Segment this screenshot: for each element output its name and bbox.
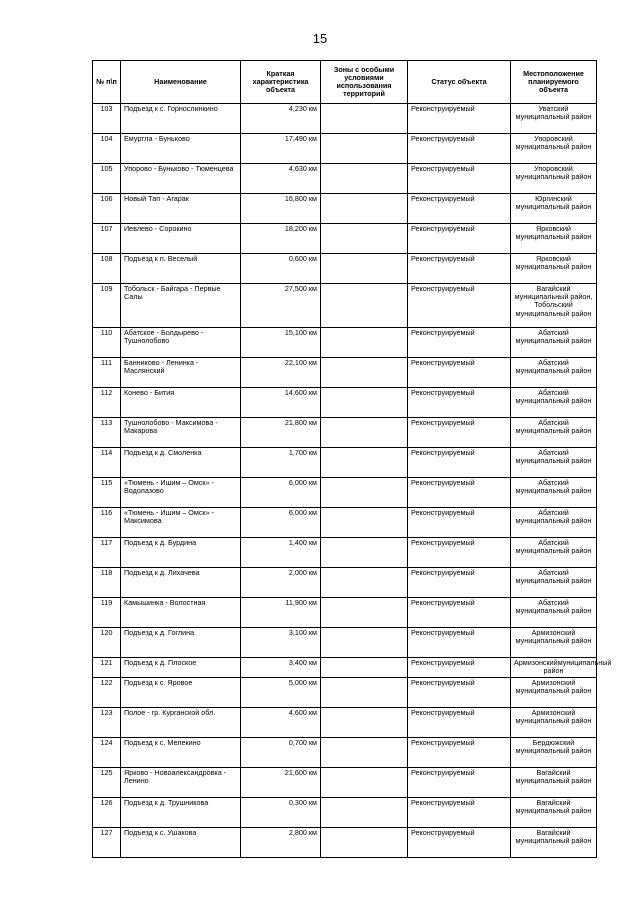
table-row — [93, 828, 597, 858]
row-location: Армизонский муниципальный район — [511, 708, 597, 738]
row-length: 11,900 км — [241, 598, 321, 628]
row-location: Армизонскиймуниципальный район — [511, 658, 597, 678]
table-row — [93, 598, 597, 628]
row-zones — [321, 628, 408, 658]
row-name: «Тюмень - Ишим – Омск» - Максимова — [121, 508, 241, 538]
row-location: Абатский муниципальный район — [511, 568, 597, 598]
table-row — [93, 194, 597, 224]
table-row — [93, 224, 597, 254]
row-name: Подъезд к д. Гоглина — [121, 628, 241, 658]
row-name: Тобольск - Байгара - Первые Салы — [121, 284, 241, 328]
header-name: Наименование — [121, 61, 241, 104]
table-row — [93, 538, 597, 568]
table-row — [93, 678, 597, 708]
row-length: 16,800 км — [241, 194, 321, 224]
row-location: Абатский муниципальный район — [511, 418, 597, 448]
row-length: 2,800 км — [241, 828, 321, 858]
row-name: «Тюмень - Ишим – Омск» - Водолазово — [121, 478, 241, 508]
row-number: 110 — [93, 328, 121, 358]
objects-table — [92, 60, 612, 858]
header-location: Местоположение планируемого объекта — [511, 61, 597, 104]
row-name: Камышинка - Волостная — [121, 598, 241, 628]
table-row — [93, 164, 597, 194]
row-location: Ярковский муниципальный район — [511, 254, 597, 284]
row-zones — [321, 134, 408, 164]
row-status: Реконструируемый — [408, 738, 511, 768]
row-status: Реконструируемый — [408, 828, 511, 858]
header-status: Статус объекта — [408, 61, 511, 104]
row-name: Подъезд к д. Трушникова — [121, 798, 241, 828]
row-length: 5,000 км — [241, 678, 321, 708]
row-zones — [321, 328, 408, 358]
row-name: Тушнолобово - Максимова - Макарова — [121, 418, 241, 448]
row-name: Подъезд к п. Веселый — [121, 254, 241, 284]
row-length: 1,700 км — [241, 448, 321, 478]
row-number: 126 — [93, 798, 121, 828]
table-row — [93, 448, 597, 478]
row-zones — [321, 448, 408, 478]
table-row — [93, 658, 597, 678]
row-length: 2,000 км — [241, 568, 321, 598]
row-zones — [321, 538, 408, 568]
row-number: 112 — [93, 388, 121, 418]
row-number: 121 — [93, 658, 121, 678]
table-header-row — [93, 61, 597, 104]
row-zones — [321, 418, 408, 448]
header-number: № п\п — [93, 61, 121, 104]
table-row — [93, 358, 597, 388]
row-name: Подъезд к д. Смоленка — [121, 448, 241, 478]
row-length: 0,300 км — [241, 798, 321, 828]
row-location: Бердюжский муниципальный район — [511, 738, 597, 768]
row-number: 114 — [93, 448, 121, 478]
table-row — [93, 738, 597, 768]
row-status: Реконструируемый — [408, 768, 511, 798]
row-status: Реконструируемый — [408, 224, 511, 254]
row-name: Подъезд к с. Горнослинкино — [121, 104, 241, 134]
row-zones — [321, 284, 408, 328]
row-status: Реконструируемый — [408, 658, 511, 678]
row-number: 109 — [93, 284, 121, 328]
row-length: 0,600 км — [241, 254, 321, 284]
row-zones — [321, 358, 408, 388]
row-name: Новый Тап - Агарак — [121, 194, 241, 224]
row-name: Подъезд к с. Мелекино — [121, 738, 241, 768]
table-row — [93, 104, 597, 134]
row-zones — [321, 658, 408, 678]
row-name: Абатское - Болдырево - Тушнолобово — [121, 328, 241, 358]
row-name: Иевлево - Сорокино — [121, 224, 241, 254]
row-name: Подъезд к д. Бурдина — [121, 538, 241, 568]
row-length: 6,000 км — [241, 478, 321, 508]
row-length: 22,100 км — [241, 358, 321, 388]
row-zones — [321, 224, 408, 254]
row-name: Ярково - Новоалександровка - Ленино — [121, 768, 241, 798]
row-number: 107 — [93, 224, 121, 254]
row-length: 14,600 км — [241, 388, 321, 418]
row-length: 18,200 км — [241, 224, 321, 254]
table-body — [93, 104, 612, 858]
row-zones — [321, 194, 408, 224]
row-length: 3,400 км — [241, 658, 321, 678]
table-row — [93, 284, 597, 328]
row-name: Емуртла - Буньково — [121, 134, 241, 164]
row-length: 4,630 км — [241, 164, 321, 194]
row-status: Реконструируемый — [408, 284, 511, 328]
row-location: Вагайский муниципальный район — [511, 768, 597, 798]
row-status: Реконструируемый — [408, 448, 511, 478]
row-number: 122 — [93, 678, 121, 708]
row-name: Подъезд к с. Яровое — [121, 678, 241, 708]
row-location: Уватский муниципальный район — [511, 104, 597, 134]
row-name: Подъезд к д. Лихачева — [121, 568, 241, 598]
row-number: 127 — [93, 828, 121, 858]
row-number: 119 — [93, 598, 121, 628]
row-zones — [321, 388, 408, 418]
row-name: Подъезд к д. Плоское — [121, 658, 241, 678]
table-row — [93, 508, 597, 538]
row-location: Упоровский муниципальный район — [511, 134, 597, 164]
row-location: Вагайский муниципальный район, Тобольский муниципальный район — [511, 284, 597, 328]
row-number: 104 — [93, 134, 121, 164]
row-status: Реконструируемый — [408, 328, 511, 358]
row-location: Упоровский муниципальный район — [511, 164, 597, 194]
row-location: Армизонский муниципальный район — [511, 628, 597, 658]
row-number: 124 — [93, 738, 121, 768]
row-status: Реконструируемый — [408, 538, 511, 568]
row-status: Реконструируемый — [408, 798, 511, 828]
row-location: Вагайский муниципальный район — [511, 828, 597, 858]
row-length: 15,100 км — [241, 328, 321, 358]
row-length: 4,600 км — [241, 708, 321, 738]
row-location: Абатский муниципальный район — [511, 388, 597, 418]
row-status: Реконструируемый — [408, 104, 511, 134]
row-zones — [321, 598, 408, 628]
row-name: Конево - Бития — [121, 388, 241, 418]
row-location: Армизонский муниципальный район — [511, 678, 597, 708]
row-location: Абатский муниципальный район — [511, 598, 597, 628]
row-length: 4,230 км — [241, 104, 321, 134]
row-length: 0,700 км — [241, 738, 321, 768]
row-number: 115 — [93, 478, 121, 508]
table-row — [93, 568, 597, 598]
row-name: Упорово - Буньково - Тюменцева — [121, 164, 241, 194]
row-zones — [321, 768, 408, 798]
row-name: Банниково - Ленинка - Маслянский — [121, 358, 241, 388]
row-zones — [321, 478, 408, 508]
table-row — [93, 708, 597, 738]
row-length: 3,100 км — [241, 628, 321, 658]
row-number: 123 — [93, 708, 121, 738]
row-length: 1,400 км — [241, 538, 321, 568]
row-number: 117 — [93, 538, 121, 568]
row-location: Ярковский муниципальный район — [511, 224, 597, 254]
row-status: Реконструируемый — [408, 418, 511, 448]
row-length: 21,800 км — [241, 418, 321, 448]
row-number: 103 — [93, 104, 121, 134]
row-location: Абатский муниципальный район — [511, 448, 597, 478]
row-name: Полое - гр. Курганской обл. — [121, 708, 241, 738]
row-zones — [321, 164, 408, 194]
row-status: Реконструируемый — [408, 358, 511, 388]
row-status: Реконструируемый — [408, 164, 511, 194]
row-status: Реконструируемый — [408, 678, 511, 708]
row-number: 116 — [93, 508, 121, 538]
row-status: Реконструируемый — [408, 194, 511, 224]
table-row — [93, 798, 597, 828]
table-row — [93, 478, 597, 508]
row-length: 17,490 км — [241, 134, 321, 164]
table-row — [93, 388, 597, 418]
row-location: Вагайский муниципальный район — [511, 798, 597, 828]
table-row — [93, 134, 597, 164]
row-status: Реконструируемый — [408, 254, 511, 284]
row-zones — [321, 254, 408, 284]
row-number: 106 — [93, 194, 121, 224]
row-zones — [321, 568, 408, 598]
row-location: Абатский муниципальный район — [511, 478, 597, 508]
row-number: 113 — [93, 418, 121, 448]
row-number: 125 — [93, 768, 121, 798]
row-status: Реконструируемый — [408, 134, 511, 164]
row-status: Реконструируемый — [408, 598, 511, 628]
row-number: 120 — [93, 628, 121, 658]
row-number: 108 — [93, 254, 121, 284]
row-number: 118 — [93, 568, 121, 598]
row-number: 105 — [93, 164, 121, 194]
row-zones — [321, 708, 408, 738]
row-zones — [321, 678, 408, 708]
row-zones — [321, 798, 408, 828]
table-row — [93, 628, 597, 658]
table-row — [93, 768, 597, 798]
table-row — [93, 418, 597, 448]
table-row — [93, 254, 597, 284]
row-location: Абатский муниципальный район — [511, 328, 597, 358]
row-length: 6,000 км — [241, 508, 321, 538]
row-location: Абатский муниципальный район — [511, 538, 597, 568]
row-length: 21,600 км — [241, 768, 321, 798]
row-status: Реконструируемый — [408, 508, 511, 538]
row-zones — [321, 104, 408, 134]
row-location: Абатский муниципальный район — [511, 358, 597, 388]
row-location: Абатский муниципальный район — [511, 508, 597, 538]
row-zones — [321, 508, 408, 538]
row-status: Реконструируемый — [408, 388, 511, 418]
page-number: 15 — [312, 31, 328, 46]
table-row — [93, 328, 597, 358]
row-zones — [321, 738, 408, 768]
header-characteristic: Краткая характеристика объекта — [241, 61, 321, 104]
row-number: 111 — [93, 358, 121, 388]
row-zones — [321, 828, 408, 858]
header-zones: Зоны с особыми условиями использования территорий — [321, 61, 408, 104]
row-length: 27,500 км — [241, 284, 321, 328]
row-status: Реконструируемый — [408, 568, 511, 598]
row-status: Реконструируемый — [408, 628, 511, 658]
row-status: Реконструируемый — [408, 708, 511, 738]
row-status: Реконструируемый — [408, 478, 511, 508]
row-location: Юргинский муниципальный район — [511, 194, 597, 224]
row-name: Подъезд к с. Ушакова — [121, 828, 241, 858]
